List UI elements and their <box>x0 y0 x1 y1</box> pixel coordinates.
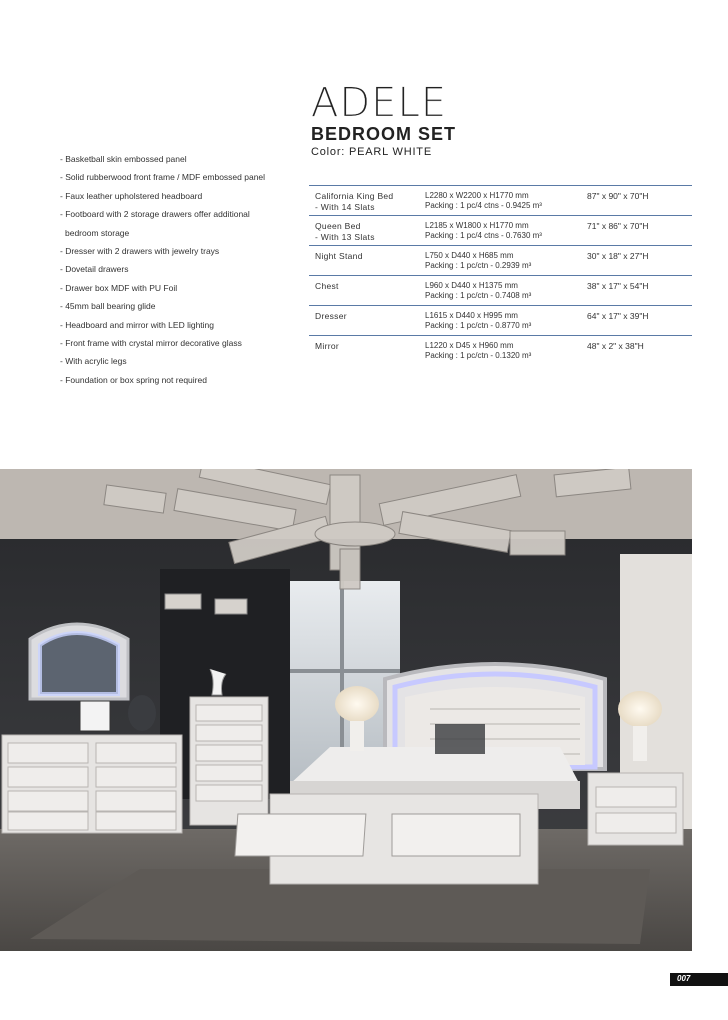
spec-packing: Packing : 1 pc/ctn - 0.1320 m³ <box>425 351 532 360</box>
spec-row <box>309 306 692 336</box>
spec-packing: Packing : 1 pc/ctn - 0.2939 m³ <box>425 261 532 270</box>
feature-item: - Headboard and mirror with LED lighting <box>60 319 215 330</box>
spec-row <box>309 336 692 366</box>
spec-dims <box>425 221 587 245</box>
spec-dims <box>425 341 587 366</box>
spec-row <box>309 246 692 276</box>
spec-name-line: Night Stand <box>315 251 363 261</box>
page-number-badge <box>670 973 728 986</box>
spec-row <box>309 186 692 216</box>
spec-metric: L1220 x D45 x H960 mm <box>425 341 514 350</box>
spec-packing: Packing : 1 pc/4 ctns - 0.9425 m³ <box>425 201 542 210</box>
feature-item: - Faux leather upholstered headboard <box>60 190 203 201</box>
feature-item: - Drawer box MDF with PU Foil <box>60 282 178 293</box>
feature-item: - 45mm ball bearing glide <box>60 301 156 312</box>
spec-inches: 64" x 17" x 39"H <box>587 311 649 321</box>
feature-item: - Front frame with crystal mirror decorative glass <box>60 338 242 349</box>
spec-inches: 48" x 2" x 38"H <box>587 341 644 351</box>
spec-inches: 71" x 86" x 70"H <box>587 221 649 231</box>
feature-item: - Basketball skin embossed panel <box>60 154 187 164</box>
spec-dims <box>425 191 587 215</box>
spec-metric: L750 x D440 x H685 mm <box>425 251 514 260</box>
spec-name <box>309 311 425 335</box>
feature-item: bedroom storage <box>65 227 130 238</box>
spec-inches: 87" x 90" x 70"H <box>587 191 649 201</box>
feature-item: - Solid rubberwood front frame / MDF embossed panel <box>60 172 266 183</box>
spec-name-line: - With 13 Slats <box>315 232 375 242</box>
spec-metric: L2185 x W1800 x H1770 mm <box>425 221 529 230</box>
bedroom-scene-illustration <box>0 469 692 951</box>
spec-name-line: California King Bed <box>315 191 394 201</box>
spec-name-line: Chest <box>315 281 339 291</box>
spec-dims <box>425 311 587 335</box>
feature-item: - Dresser with 2 drawers with jewelry trays <box>60 246 220 257</box>
feature-item: - Footboard with 2 storage drawers offer additional <box>60 209 250 220</box>
collection-name: ADELE <box>311 80 447 126</box>
spec-packing: Packing : 1 pc/ctn - 0.8770 m³ <box>425 321 532 330</box>
spec-name <box>309 221 425 245</box>
spec-name-line: Mirror <box>315 341 339 351</box>
spec-name-line: - With 14 Slats <box>315 202 375 212</box>
spec-name <box>309 281 425 305</box>
spec-dims <box>425 281 587 305</box>
spec-name-line: Dresser <box>315 311 347 321</box>
spec-packing: Packing : 1 pc/ctn - 0.7408 m³ <box>425 291 532 300</box>
spec-metric: L960 x D440 x H1375 mm <box>425 281 518 290</box>
spec-table <box>309 185 692 366</box>
feature-item: - With acrylic legs <box>60 356 127 367</box>
spec-row <box>309 216 692 246</box>
collection-subtitle: BEDROOM SET <box>311 124 457 144</box>
spec-name <box>309 341 425 366</box>
bedroom-photo <box>0 469 692 951</box>
spec-name-line: Queen Bed <box>315 221 361 231</box>
feature-list <box>60 150 310 389</box>
spec-dims <box>425 251 587 275</box>
spec-packing: Packing : 1 pc/4 ctns - 0.7630 m³ <box>425 231 542 240</box>
spec-metric: L1615 x D440 x H995 mm <box>425 311 518 320</box>
spec-row <box>309 276 692 306</box>
title-block <box>311 82 456 158</box>
spec-inches: 30" x 18" x 27"H <box>587 251 649 261</box>
feature-item: - Foundation or box spring not required <box>60 374 207 385</box>
color-label: Color: PEARL WHITE <box>311 146 432 158</box>
spec-inches: 38" x 17" x 54"H <box>587 281 649 291</box>
page-number: 007 <box>677 974 691 983</box>
spec-name <box>309 191 425 215</box>
spec-name <box>309 251 425 275</box>
spec-metric: L2280 x W2200 x H1770 mm <box>425 191 529 200</box>
feature-item: - Dovetail drawers <box>60 264 129 275</box>
